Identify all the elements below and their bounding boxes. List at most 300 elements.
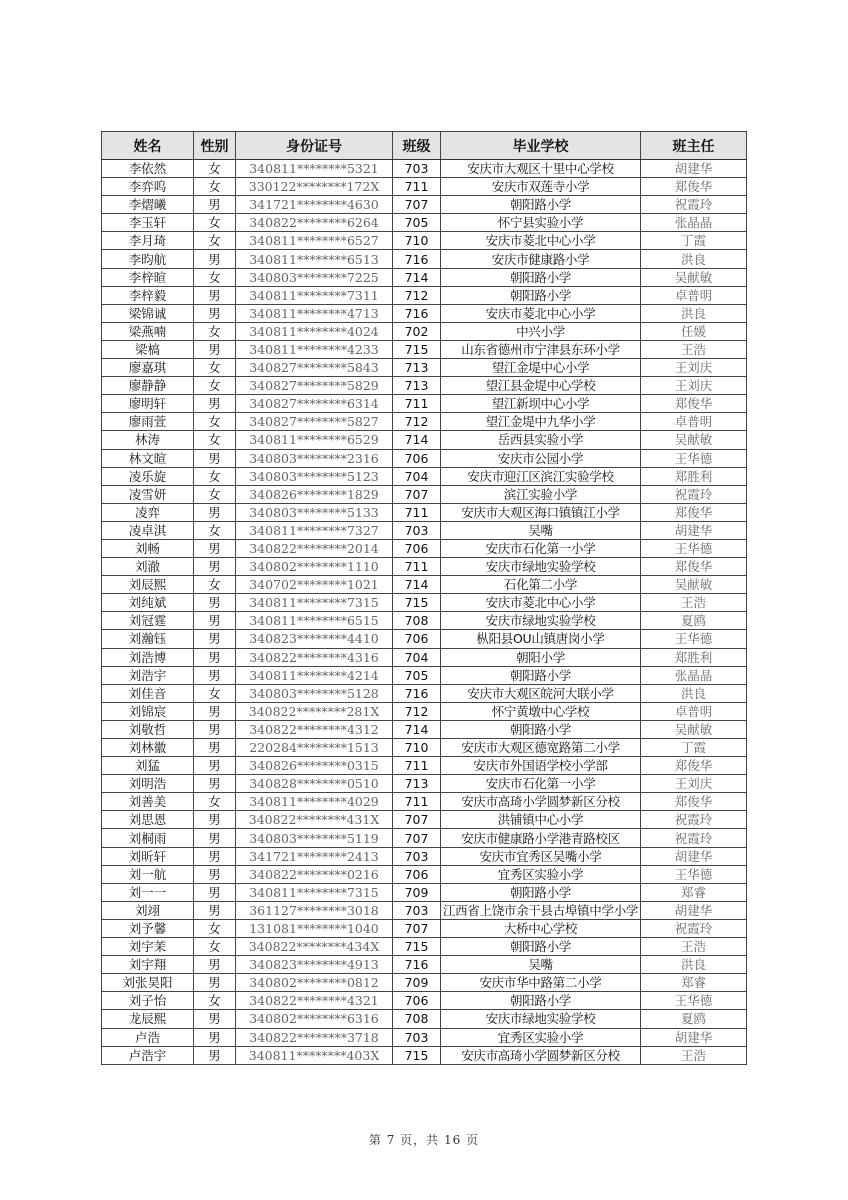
table-row: [102, 919, 747, 937]
cell-name: 刘宇茉: [102, 938, 194, 956]
cell-gender: 女: [194, 377, 236, 395]
cell-id-number: 340822********0216: [236, 865, 393, 883]
cell-teacher: 郑俊华: [641, 793, 747, 811]
cell-class: 707: [393, 485, 441, 503]
header-gender: 性别: [194, 132, 236, 160]
cell-gender: 女: [194, 214, 236, 232]
cell-school: 安庆市公园小学: [441, 449, 641, 467]
cell-class: 716: [393, 956, 441, 974]
cell-id-number: 340826********1829: [236, 485, 393, 503]
table-row: [102, 1028, 747, 1046]
cell-class: 715: [393, 1046, 441, 1064]
header-teacher: 班主任: [641, 132, 747, 160]
cell-class: 714: [393, 576, 441, 594]
cell-name: 李月琦: [102, 232, 194, 250]
cell-teacher: 祝霞玲: [641, 485, 747, 503]
cell-class: 707: [393, 811, 441, 829]
cell-teacher: 郑胜利: [641, 648, 747, 666]
cell-gender: 女: [194, 919, 236, 937]
cell-school: 枞阳县OU山镇唐岗小学: [441, 630, 641, 648]
cell-name: 刘明浩: [102, 775, 194, 793]
cell-gender: 男: [194, 956, 236, 974]
cell-gender: 女: [194, 160, 236, 178]
cell-id-number: 340803********5123: [236, 467, 393, 485]
cell-id-number: 340827********5827: [236, 413, 393, 431]
cell-gender: 男: [194, 739, 236, 757]
table-row: [102, 413, 747, 431]
cell-gender: 男: [194, 1046, 236, 1064]
cell-teacher: 郑睿: [641, 883, 747, 901]
table-row: [102, 847, 747, 865]
table-row: [102, 956, 747, 974]
cell-id-number: 340827********5829: [236, 377, 393, 395]
cell-name: 刘佳音: [102, 684, 194, 702]
cell-school: 安庆市绿地实验学校: [441, 612, 641, 630]
table-row: [102, 793, 747, 811]
cell-gender: 男: [194, 594, 236, 612]
cell-name: 廖明轩: [102, 395, 194, 413]
cell-gender: 男: [194, 539, 236, 557]
cell-id-number: 340811********5321: [236, 160, 393, 178]
cell-gender: 男: [194, 196, 236, 214]
table-row: [102, 521, 747, 539]
cell-teacher: 洪良: [641, 684, 747, 702]
table-row: [102, 250, 747, 268]
cell-school: 石化第二小学: [441, 576, 641, 594]
cell-school: 朝阳路小学: [441, 268, 641, 286]
cell-id-number: 340811********6515: [236, 612, 393, 630]
cell-id-number: 340811********7327: [236, 521, 393, 539]
cell-name: 刘瀚钰: [102, 630, 194, 648]
cell-id-number: 340802********6316: [236, 1010, 393, 1028]
cell-teacher: 胡建华: [641, 847, 747, 865]
cell-teacher: 王华德: [641, 449, 747, 467]
header-class: 班级: [393, 132, 441, 160]
table-row: [102, 431, 747, 449]
cell-name: 刘宇翔: [102, 956, 194, 974]
cell-gender: 男: [194, 304, 236, 322]
cell-name: 卢浩宇: [102, 1046, 194, 1064]
cell-name: 凌乐旋: [102, 467, 194, 485]
cell-name: 龙辰熙: [102, 1010, 194, 1028]
cell-class: 705: [393, 666, 441, 684]
cell-school: 安庆市迎江区滨江实验学校: [441, 467, 641, 485]
page-number: 第 7 页，共 16 页: [368, 1133, 480, 1147]
cell-gender: 女: [194, 992, 236, 1010]
cell-id-number: 340822********431X: [236, 811, 393, 829]
cell-id-number: 340811********6529: [236, 431, 393, 449]
table-row: [102, 811, 747, 829]
cell-school: 安庆市健康路小学: [441, 250, 641, 268]
cell-class: 702: [393, 322, 441, 340]
cell-class: 716: [393, 250, 441, 268]
cell-school: 安庆市高琦小学圆梦新区分校: [441, 793, 641, 811]
cell-class: 704: [393, 467, 441, 485]
cell-name: 李弈呜: [102, 178, 194, 196]
table-row: [102, 901, 747, 919]
cell-teacher: 王华德: [641, 630, 747, 648]
cell-gender: 男: [194, 883, 236, 901]
cell-school: 安庆市菱北中心小学: [441, 232, 641, 250]
cell-school: 安庆市华中路第二小学: [441, 974, 641, 992]
cell-name: 梁锦诚: [102, 304, 194, 322]
cell-id-number: 220284********1513: [236, 739, 393, 757]
cell-name: 刘翊: [102, 901, 194, 919]
cell-id-number: 340828********0510: [236, 775, 393, 793]
cell-class: 714: [393, 431, 441, 449]
cell-class: 708: [393, 612, 441, 630]
cell-teacher: 夏鸥: [641, 612, 747, 630]
cell-teacher: 丁霞: [641, 232, 747, 250]
cell-school: 大桥中心学校: [441, 919, 641, 937]
cell-class: 711: [393, 395, 441, 413]
table-row: [102, 757, 747, 775]
cell-id-number: 340823********4913: [236, 956, 393, 974]
cell-gender: 女: [194, 521, 236, 539]
cell-gender: 女: [194, 684, 236, 702]
cell-teacher: 祝霞玲: [641, 829, 747, 847]
cell-teacher: 郑俊华: [641, 503, 747, 521]
cell-class: 703: [393, 1028, 441, 1046]
cell-school: 怀宁县实验小学: [441, 214, 641, 232]
cell-id-number: 340811********6513: [236, 250, 393, 268]
cell-id-number: 340811********4029: [236, 793, 393, 811]
cell-name: 刘纯斌: [102, 594, 194, 612]
table-row: [102, 576, 747, 594]
cell-id-number: 340822********6264: [236, 214, 393, 232]
cell-name: 刘猛: [102, 757, 194, 775]
cell-id-number: 340811********7315: [236, 594, 393, 612]
cell-class: 703: [393, 521, 441, 539]
cell-school: 朝阳路小学: [441, 992, 641, 1010]
cell-id-number: 340702********1021: [236, 576, 393, 594]
cell-class: 711: [393, 178, 441, 196]
cell-class: 709: [393, 883, 441, 901]
cell-id-number: 340822********434X: [236, 938, 393, 956]
cell-id-number: 340822********3718: [236, 1028, 393, 1046]
cell-id-number: 340822********4321: [236, 992, 393, 1010]
table-row: [102, 992, 747, 1010]
header-id-number: 身份证号: [236, 132, 393, 160]
cell-class: 708: [393, 1010, 441, 1028]
cell-school: 望江县金堤中心学校: [441, 377, 641, 395]
cell-name: 刘敬哲: [102, 720, 194, 738]
cell-school: 安庆市石化第一小学: [441, 775, 641, 793]
cell-gender: 男: [194, 1028, 236, 1046]
cell-teacher: 郑睿: [641, 974, 747, 992]
cell-id-number: 340811********4233: [236, 340, 393, 358]
table-row: [102, 1010, 747, 1028]
table-row: [102, 503, 747, 521]
cell-teacher: 卓普明: [641, 413, 747, 431]
cell-class: 711: [393, 793, 441, 811]
cell-teacher: 郑俊华: [641, 757, 747, 775]
cell-teacher: 祝霞玲: [641, 919, 747, 937]
table-row: [102, 377, 747, 395]
cell-class: 712: [393, 413, 441, 431]
cell-id-number: 340803********7225: [236, 268, 393, 286]
table-row: [102, 359, 747, 377]
cell-name: 李依然: [102, 160, 194, 178]
table-row: [102, 775, 747, 793]
cell-class: 706: [393, 865, 441, 883]
cell-name: 梁槁: [102, 340, 194, 358]
cell-class: 716: [393, 684, 441, 702]
cell-teacher: 卓普明: [641, 702, 747, 720]
cell-teacher: 王刘庆: [641, 775, 747, 793]
table-row: [102, 214, 747, 232]
cell-school: 宜秀区实验小学: [441, 1028, 641, 1046]
cell-id-number: 340802********1110: [236, 558, 393, 576]
cell-teacher: 王浩: [641, 340, 747, 358]
cell-name: 林涛: [102, 431, 194, 449]
cell-name: 卢浩: [102, 1028, 194, 1046]
cell-id-number: 340826********0315: [236, 757, 393, 775]
cell-id-number: 340822********2014: [236, 539, 393, 557]
cell-school: 望江金堤中心小学: [441, 359, 641, 377]
cell-class: 710: [393, 232, 441, 250]
cell-class: 716: [393, 304, 441, 322]
cell-name: 刘冠霆: [102, 612, 194, 630]
cell-gender: 男: [194, 503, 236, 521]
cell-teacher: 丁霞: [641, 739, 747, 757]
cell-school: 朝阳路小学: [441, 196, 641, 214]
cell-school: 江西省上饶市余干县古埠镇中学小学: [441, 901, 641, 919]
cell-name: 刘子怡: [102, 992, 194, 1010]
cell-name: 刘思恩: [102, 811, 194, 829]
cell-id-number: 340811********7315: [236, 883, 393, 901]
cell-name: 李梓毅: [102, 286, 194, 304]
table-row: [102, 196, 747, 214]
table-row: [102, 395, 747, 413]
cell-class: 704: [393, 648, 441, 666]
cell-id-number: 340802********0812: [236, 974, 393, 992]
cell-teacher: 胡建华: [641, 1028, 747, 1046]
table-row: [102, 630, 747, 648]
cell-gender: 女: [194, 485, 236, 503]
cell-class: 715: [393, 340, 441, 358]
cell-school: 安庆市绿地实验学校: [441, 1010, 641, 1028]
cell-name: 李梓暄: [102, 268, 194, 286]
cell-name: 刘浩博: [102, 648, 194, 666]
cell-gender: 女: [194, 359, 236, 377]
cell-id-number: 340811********4713: [236, 304, 393, 322]
cell-id-number: 341721********2413: [236, 847, 393, 865]
cell-name: 李昀航: [102, 250, 194, 268]
cell-name: 刘善美: [102, 793, 194, 811]
table-row: [102, 684, 747, 702]
cell-class: 712: [393, 702, 441, 720]
cell-gender: 女: [194, 793, 236, 811]
cell-name: 李熠曦: [102, 196, 194, 214]
cell-class: 711: [393, 503, 441, 521]
header-name: 姓名: [102, 132, 194, 160]
table-row: [102, 666, 747, 684]
cell-teacher: 洪良: [641, 250, 747, 268]
table-row: [102, 739, 747, 757]
cell-teacher: 卓普明: [641, 286, 747, 304]
table-row: [102, 449, 747, 467]
cell-teacher: 胡建华: [641, 901, 747, 919]
cell-teacher: 任媛: [641, 322, 747, 340]
cell-gender: 女: [194, 431, 236, 449]
cell-class: 713: [393, 359, 441, 377]
cell-gender: 男: [194, 395, 236, 413]
cell-gender: 男: [194, 558, 236, 576]
table-row: [102, 594, 747, 612]
cell-gender: 男: [194, 811, 236, 829]
table-row: [102, 865, 747, 883]
table-row: [102, 232, 747, 250]
table-row: [102, 974, 747, 992]
cell-name: 刘辰熙: [102, 576, 194, 594]
cell-class: 715: [393, 594, 441, 612]
cell-name: 刘予馨: [102, 919, 194, 937]
cell-school: 洪铺镇中心小学: [441, 811, 641, 829]
cell-teacher: 吴献敏: [641, 720, 747, 738]
cell-school: 安庆市健康路小学港青路校区: [441, 829, 641, 847]
cell-teacher: 吴献敏: [641, 268, 747, 286]
cell-gender: 女: [194, 178, 236, 196]
cell-name: 刘一航: [102, 865, 194, 883]
cell-school: 安庆市高琦小学圆梦新区分校: [441, 1046, 641, 1064]
cell-gender: 男: [194, 720, 236, 738]
cell-name: 刘张昊阳: [102, 974, 194, 992]
cell-gender: 女: [194, 322, 236, 340]
cell-class: 703: [393, 901, 441, 919]
cell-teacher: 郑俊华: [641, 558, 747, 576]
cell-gender: 男: [194, 702, 236, 720]
cell-teacher: 王华德: [641, 992, 747, 1010]
cell-gender: 男: [194, 666, 236, 684]
cell-teacher: 张晶晶: [641, 666, 747, 684]
table-row: [102, 539, 747, 557]
table-body: [102, 160, 747, 1065]
cell-gender: 男: [194, 630, 236, 648]
cell-id-number: 340803********5119: [236, 829, 393, 847]
table-row: [102, 467, 747, 485]
cell-school: 安庆市大观区皖河大联小学: [441, 684, 641, 702]
cell-teacher: 吴献敏: [641, 576, 747, 594]
cell-school: 安庆市外国语学校小学部: [441, 757, 641, 775]
table-row: [102, 938, 747, 956]
cell-gender: 男: [194, 757, 236, 775]
cell-school: 安庆市大观区德宽路第二小学: [441, 739, 641, 757]
cell-school: 安庆市菱北中心小学: [441, 304, 641, 322]
cell-teacher: 洪良: [641, 956, 747, 974]
cell-teacher: 王刘庆: [641, 359, 747, 377]
cell-name: 林文暄: [102, 449, 194, 467]
cell-teacher: 胡建华: [641, 521, 747, 539]
cell-class: 713: [393, 377, 441, 395]
table-row: [102, 1046, 747, 1064]
table-row: [102, 558, 747, 576]
cell-name: 梁燕喃: [102, 322, 194, 340]
cell-gender: 女: [194, 467, 236, 485]
cell-school: 吴嘴: [441, 521, 641, 539]
cell-name: 廖雨萱: [102, 413, 194, 431]
cell-name: 刘浩宇: [102, 666, 194, 684]
cell-id-number: 340811********6527: [236, 232, 393, 250]
cell-id-number: 340823********4410: [236, 630, 393, 648]
cell-school: 朝阳路小学: [441, 883, 641, 901]
cell-class: 710: [393, 739, 441, 757]
cell-school: 安庆市双莲寺小学: [441, 178, 641, 196]
cell-name: 凌雪妍: [102, 485, 194, 503]
cell-gender: 男: [194, 340, 236, 358]
cell-gender: 男: [194, 648, 236, 666]
cell-id-number: 340822********4316: [236, 648, 393, 666]
table-row: [102, 702, 747, 720]
cell-class: 703: [393, 847, 441, 865]
cell-gender: 男: [194, 829, 236, 847]
cell-school: 安庆市宜秀区吴嘴小学: [441, 847, 641, 865]
cell-teacher: 王刘庆: [641, 377, 747, 395]
cell-school: 岳西县实验小学: [441, 431, 641, 449]
cell-class: 709: [393, 974, 441, 992]
table-row: [102, 648, 747, 666]
table-row: [102, 178, 747, 196]
cell-gender: 男: [194, 847, 236, 865]
cell-gender: 女: [194, 576, 236, 594]
cell-id-number: 340811********4024: [236, 322, 393, 340]
cell-gender: 男: [194, 1010, 236, 1028]
cell-teacher: 洪良: [641, 304, 747, 322]
cell-teacher: 夏鸥: [641, 1010, 747, 1028]
table-header-row: [102, 132, 747, 160]
cell-name: 刘桐雨: [102, 829, 194, 847]
cell-teacher: 王华德: [641, 865, 747, 883]
cell-class: 707: [393, 196, 441, 214]
cell-class: 706: [393, 992, 441, 1010]
cell-teacher: 吴献敏: [641, 431, 747, 449]
cell-id-number: 330122********172X: [236, 178, 393, 196]
cell-school: 望江金堤中九华小学: [441, 413, 641, 431]
cell-teacher: 王浩: [641, 594, 747, 612]
cell-class: 706: [393, 449, 441, 467]
cell-teacher: 王华德: [641, 539, 747, 557]
cell-class: 707: [393, 919, 441, 937]
cell-class: 706: [393, 630, 441, 648]
cell-teacher: 郑俊华: [641, 178, 747, 196]
cell-id-number: 340811********403X: [236, 1046, 393, 1064]
cell-class: 706: [393, 539, 441, 557]
cell-teacher: 郑胜利: [641, 467, 747, 485]
cell-id-number: 340803********5128: [236, 684, 393, 702]
table-row: [102, 304, 747, 322]
cell-school: 山东省德州市宁津县东环小学: [441, 340, 641, 358]
cell-teacher: 祝霞玲: [641, 811, 747, 829]
table-row: [102, 883, 747, 901]
cell-name: 廖静静: [102, 377, 194, 395]
cell-name: 凌卓淇: [102, 521, 194, 539]
cell-class: 714: [393, 268, 441, 286]
cell-id-number: 341721********4630: [236, 196, 393, 214]
cell-gender: 男: [194, 286, 236, 304]
table-row: [102, 340, 747, 358]
cell-gender: 男: [194, 250, 236, 268]
cell-school: 朝阳路小学: [441, 286, 641, 304]
student-roster-table: [101, 131, 747, 1065]
header-school: 毕业学校: [441, 132, 641, 160]
cell-teacher: 郑俊华: [641, 395, 747, 413]
table-row: [102, 829, 747, 847]
cell-name: 刘一一: [102, 883, 194, 901]
cell-id-number: 340822********4312: [236, 720, 393, 738]
cell-gender: 男: [194, 612, 236, 630]
cell-class: 712: [393, 286, 441, 304]
table-row: [102, 720, 747, 738]
